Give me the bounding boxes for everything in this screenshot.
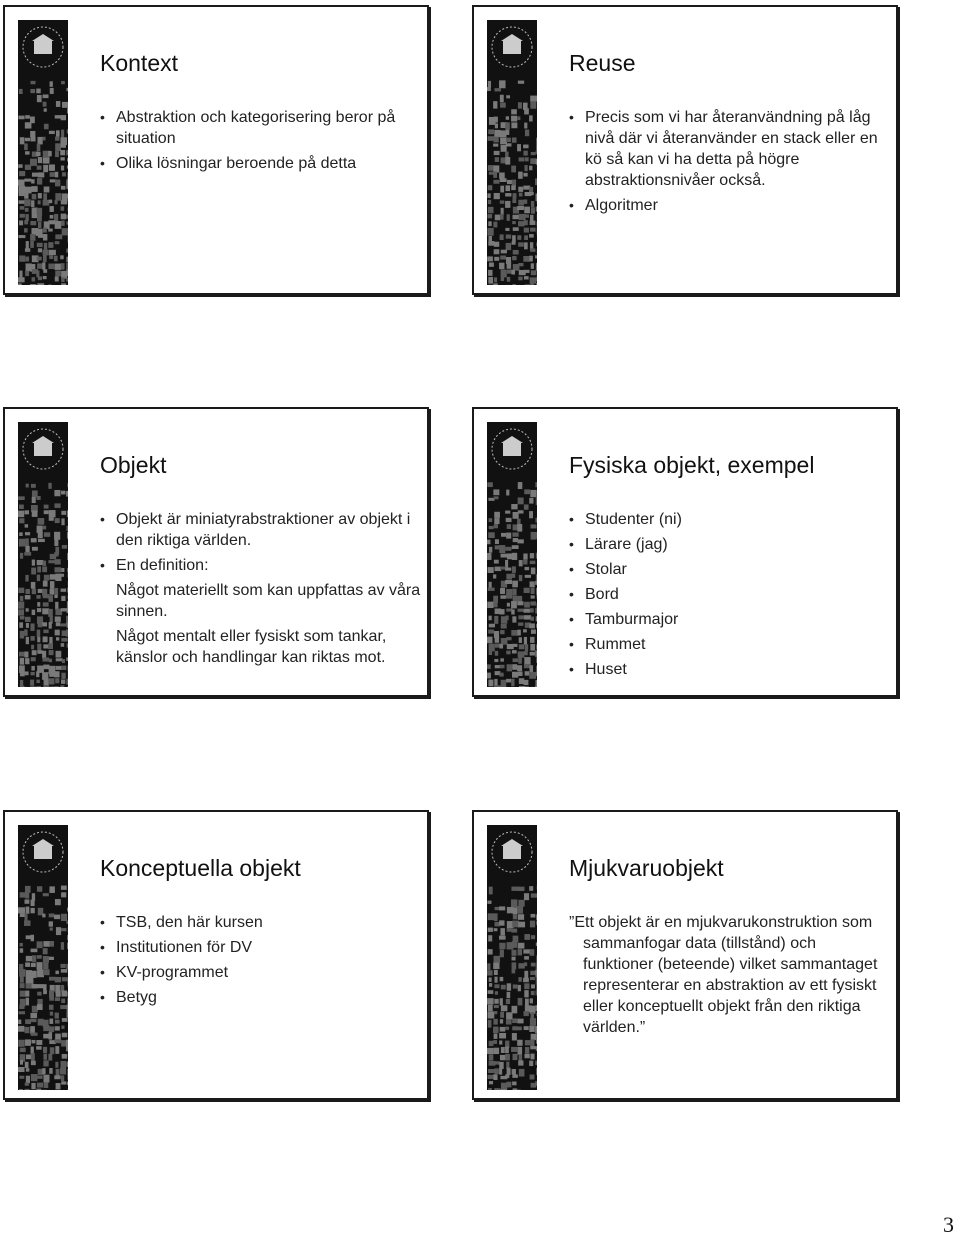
university-seal-icon [18,20,68,285]
slide-title: Konceptuella objekt [100,855,301,881]
list-item: • Precis som vi har återanvändning på låg nivå där vi återanvänder en stack eller en kö så kan vi ha detta på högre abstraktionsnivåer också. [569,109,878,189]
bullet-list [100,107,425,178]
bullet-icon: • [100,511,105,527]
slide-title: Fysiska objekt, exempel [569,452,815,478]
bullet-list [569,509,894,684]
list-item: • Huset [569,661,627,678]
bullet-icon: • [100,914,105,930]
university-seal-icon [487,20,537,285]
university-seal-icon [18,825,68,1090]
bullet-icon: • [100,155,105,171]
bullet-icon: • [569,197,574,213]
slide-objekt [3,407,429,697]
definition-quote: ”Ett objekt är en mjukvarukonstruktion som sammanfogar data (tillstånd) och funktioner (beteende) vilket sammantaget representerar en abstraktion av ett fysiskt eller konceptuellt objekt från den riktiga världen.” [569,914,878,1036]
list-item: • Institutionen för DV [100,939,253,956]
list-item: Något materiellt som kan uppfattas av våra sinnen. [116,582,421,620]
list-item: • Stolar [569,561,627,578]
list-item: • KV-programmet [100,964,229,981]
list-item: • Objekt är miniatyrabstraktioner av objekt i den riktiga världen. [100,511,411,549]
list-item: • Betyg [100,989,157,1006]
slide-kontext [3,5,429,295]
bullet-icon: • [100,939,105,955]
seal-graphic [487,825,537,1090]
slide-konceptuella-objekt [3,810,429,1100]
bullet-icon: • [569,109,574,125]
list-item: • Studenter (ni) [569,511,682,528]
bullet-icon: • [569,511,574,527]
seal-graphic [18,825,68,1090]
bullet-icon: • [569,586,574,602]
slide-mjukvaruobjekt [472,810,898,1100]
university-seal-icon [18,422,68,687]
list-item: • Bord [569,586,619,603]
bullet-icon: • [100,964,105,980]
slide-title: Reuse [569,50,636,76]
list-item: • Tamburmajor [569,611,679,628]
bullet-icon: • [569,611,574,627]
slide-title: Mjukvaruobjekt [569,855,724,881]
seal-graphic [18,422,68,687]
bullet-list [100,912,425,1012]
list-item: Något mentalt eller fysiskt som tankar, känslor och handlingar kan riktas mot. [116,628,387,666]
slide-title: Kontext [100,50,178,76]
seal-graphic [487,422,537,687]
list-item: • Rummet [569,636,646,653]
bullet-icon: • [569,561,574,577]
bullet-icon: • [569,661,574,677]
bullet-list [100,509,425,672]
list-item: • Lärare (jag) [569,536,668,553]
slide-reuse [472,5,898,295]
university-seal-icon [487,825,537,1090]
bullet-icon: • [100,989,105,1005]
list-item: • Olika lösningar beroende på detta [100,155,357,172]
bullet-icon: • [569,536,574,552]
bullet-icon: • [569,636,574,652]
list-item: • Abstraktion och kategorisering beror på situation [100,109,396,147]
list-item: • TSB, den här kursen [100,914,263,931]
slide-title: Objekt [100,452,167,478]
bullet-icon: • [100,109,105,125]
list-item: • Algoritmer [569,197,658,214]
slide-fysiska-objekt [472,407,898,697]
university-seal-icon [487,422,537,687]
seal-graphic [487,20,537,285]
seal-graphic [18,20,68,285]
page-number: 3 [943,1212,954,1237]
list-item: • En definition: [100,557,209,574]
bullet-list [569,107,894,220]
bullet-icon: • [100,557,105,573]
